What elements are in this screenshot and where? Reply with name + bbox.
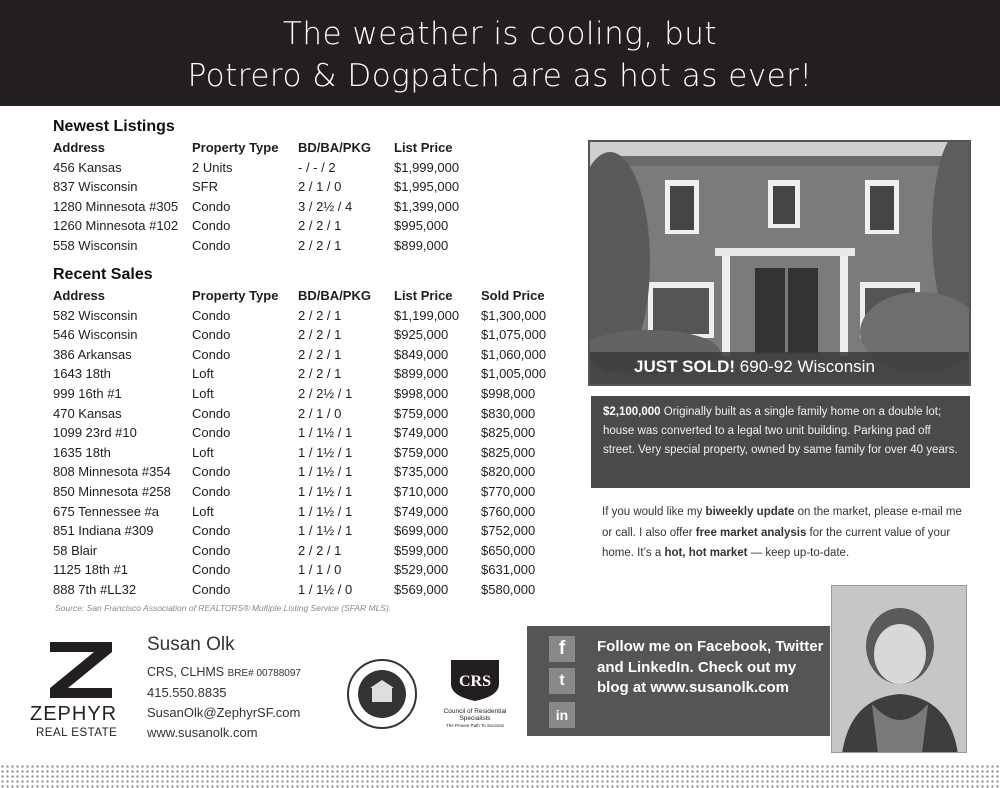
table-cell: $825,000 <box>481 425 536 441</box>
column-header: Sold Price <box>481 288 545 303</box>
table-cell: $529,000 <box>394 562 449 578</box>
crs-badge <box>437 658 513 738</box>
table-cell: Condo <box>192 562 231 578</box>
table-cell: 2 Units <box>192 159 233 175</box>
table-cell: $1,199,000 <box>394 307 460 323</box>
note-bold-3: hot, hot market <box>664 547 748 559</box>
table-row <box>53 582 573 602</box>
table-row <box>53 160 573 180</box>
table-row <box>53 562 573 582</box>
table-cell: 1 / 1½ / 1 <box>298 464 353 480</box>
luxury-specialist-seal <box>346 658 418 730</box>
headline-banner <box>0 0 1000 106</box>
table-cell: Loft <box>192 503 214 519</box>
table-cell: Condo <box>192 484 231 499</box>
house-illustration <box>590 142 971 386</box>
table-cell: $998,000 <box>394 386 449 401</box>
table-row <box>53 425 573 445</box>
newest-header-row <box>53 140 573 160</box>
table-cell: 1643 18th <box>53 366 111 382</box>
table-cell: $820,000 <box>481 464 536 480</box>
table-cell: 546 Wisconsin <box>53 327 138 343</box>
table-cell: 999 16th #1 <box>53 386 122 401</box>
social-text: Follow me on Facebook, Twitter and LinkedIn. Check out my blog at www.susanolk.com <box>597 638 824 696</box>
newest-listings-title: Newest Listings <box>53 118 175 135</box>
table-cell: Condo <box>192 425 231 441</box>
agent-credentials <box>147 665 301 679</box>
table-cell: $710,000 <box>394 484 449 499</box>
table-cell: $759,000 <box>394 444 449 460</box>
agent-name: Susan Olk <box>147 634 235 655</box>
column-header: List Price <box>394 140 453 155</box>
table-cell: $650,000 <box>481 542 536 558</box>
social-panel <box>527 626 830 736</box>
column-header: Address <box>53 288 106 303</box>
agent-portrait <box>832 586 967 753</box>
table-cell: Condo <box>192 198 231 214</box>
credentials-text: CRS, CLHMS <box>147 665 228 679</box>
table-cell: $1,060,000 <box>481 346 547 362</box>
table-row <box>53 445 573 465</box>
table-cell: Condo <box>192 582 231 597</box>
table-cell: 1 / 1½ / 1 <box>298 425 353 441</box>
table-cell: $899,000 <box>394 238 449 253</box>
table-row <box>53 484 573 504</box>
table-cell: $998,000 <box>481 386 536 401</box>
table-cell: Condo <box>192 307 231 323</box>
table-cell: 1 / 1½ / 1 <box>298 523 353 539</box>
table-cell: 2 / 2½ / 1 <box>298 386 353 401</box>
table-cell: Loft <box>192 444 214 460</box>
table-cell: $1,075,000 <box>481 327 547 343</box>
table-cell: Loft <box>192 386 214 401</box>
brand-name: ZEPHYR <box>30 703 118 725</box>
table-cell: 386 Arkansas <box>53 346 132 362</box>
linkedin-icon[interactable]: in <box>549 702 575 728</box>
table-row <box>53 199 573 219</box>
table-cell: Condo <box>192 238 231 253</box>
table-cell: 2 / 2 / 1 <box>298 346 342 362</box>
table-cell: $995,000 <box>394 218 449 234</box>
table-row <box>53 218 573 238</box>
market-update-note <box>602 502 972 564</box>
note-text-3: for the current value of your home. It’s a <box>602 526 951 559</box>
table-cell: $849,000 <box>394 346 449 362</box>
table-cell: $830,000 <box>481 405 536 421</box>
table-cell: 2 / 2 / 1 <box>298 238 342 253</box>
just-sold-label: JUST SOLD! <box>634 357 736 376</box>
table-row <box>53 327 573 347</box>
just-sold-address: 690-92 Wisconsin <box>735 357 875 376</box>
table-cell: $1,300,000 <box>481 307 547 323</box>
agent-email[interactable]: SusanOlk@ZephyrSF.com <box>147 705 301 720</box>
table-cell: 3 / 2½ / 4 <box>298 198 353 214</box>
table-cell: $699,000 <box>394 523 449 539</box>
table-row <box>53 366 573 386</box>
table-cell: Condo <box>192 327 231 343</box>
table-cell: 2 / 2 / 1 <box>298 307 342 323</box>
table-cell: Loft <box>192 366 214 382</box>
headline-line-1: The weather is cooling, but <box>282 16 718 52</box>
column-header: Property Type <box>192 288 279 303</box>
crs-org: Council of Residential Specialists <box>443 708 507 722</box>
sales-header-row <box>53 288 573 308</box>
table-cell: 1260 Minnesota #102 <box>53 218 179 234</box>
table-cell: $1,399,000 <box>394 198 460 214</box>
table-cell: 1125 18th #1 <box>53 562 128 578</box>
table-row <box>53 464 573 484</box>
table-cell: 1 / 1½ / 1 <box>298 484 353 499</box>
table-row <box>53 543 573 563</box>
headline-line-2: Potrero & Dogpatch are as hot as ever! <box>187 58 813 94</box>
z-logo-icon <box>46 640 116 700</box>
table-cell: 1 / 1½ / 0 <box>298 582 353 597</box>
table-row <box>53 406 573 426</box>
table-cell: 851 Indiana #309 <box>53 523 154 539</box>
table-cell: 808 Minnesota #354 <box>53 464 171 480</box>
table-cell: 2 / 2 / 1 <box>298 366 342 382</box>
brand-subtitle: REAL ESTATE <box>36 727 118 739</box>
zephyr-logo <box>28 640 128 705</box>
column-header: BD/BA/PKG <box>298 288 371 303</box>
table-cell: $770,000 <box>481 484 536 499</box>
table-cell: 1635 18th <box>53 444 111 460</box>
table-cell: Condo <box>192 523 231 539</box>
table-row <box>53 504 573 524</box>
note-text-1: If you would like my <box>602 506 706 518</box>
table-cell: 470 Kansas <box>53 405 122 421</box>
column-header: BD/BA/PKG <box>298 140 371 155</box>
table-cell: $899,000 <box>394 366 449 382</box>
dotted-footer <box>0 764 1000 788</box>
facebook-icon[interactable]: f <box>549 636 575 662</box>
description-text: Originally built as a single family home on a double lot; house was converted to a legal two unit building. Parking pad off street. Very special property, owned by same family for over 40 years. <box>603 406 958 456</box>
note-text-2: on the market, please e-mail me or call. I also offer <box>602 506 962 539</box>
table-row <box>53 347 573 367</box>
table-cell: $760,000 <box>481 503 536 519</box>
agent-website[interactable]: www.susanolk.com <box>147 725 258 740</box>
table-cell: $631,000 <box>481 562 536 578</box>
table-cell: $1,005,000 <box>481 366 547 382</box>
table-cell: 888 7th #LL32 <box>53 582 137 597</box>
table-cell: 2 / 2 / 1 <box>298 542 342 558</box>
table-cell: 2 / 1 / 0 <box>298 179 342 195</box>
table-cell: 1 / 1½ / 1 <box>298 444 353 460</box>
table-cell: $749,000 <box>394 503 449 519</box>
table-row <box>53 386 573 406</box>
note-text-4: — keep up-to-date. <box>747 547 850 559</box>
table-row <box>53 523 573 543</box>
table-cell: Condo <box>192 346 231 362</box>
table-cell: 837 Wisconsin <box>53 179 138 195</box>
table-cell: 850 Minnesota #258 <box>53 484 171 499</box>
table-cell: $825,000 <box>481 444 536 460</box>
table-cell: $749,000 <box>394 425 449 441</box>
column-header: Property Type <box>192 140 279 155</box>
table-cell: 2 / 2 / 1 <box>298 218 342 234</box>
table-cell: $1,995,000 <box>394 179 460 195</box>
table-cell: 2 / 1 / 0 <box>298 405 342 421</box>
twitter-icon[interactable]: t <box>549 668 575 694</box>
table-row <box>53 238 573 258</box>
table-cell: 675 Tennessee #a <box>53 503 160 519</box>
table-cell: 456 Kansas <box>53 159 122 175</box>
crs-mark: CRS <box>458 673 492 690</box>
crs-tagline: The Proven Path To Success <box>446 723 504 728</box>
table-cell: $925,000 <box>394 327 449 343</box>
table-cell: 1 / 1 / 0 <box>298 562 342 578</box>
just-sold-banner <box>590 352 969 384</box>
table-cell: 1280 Minnesota #305 <box>53 198 179 214</box>
table-cell: Condo <box>192 464 231 480</box>
column-header: Address <box>53 140 106 155</box>
table-cell: Condo <box>192 542 231 558</box>
column-header: List Price <box>394 288 453 303</box>
table-cell: $1,999,000 <box>394 159 460 175</box>
bre-number: BRE# 00788097 <box>227 668 301 679</box>
table-cell: - / - / 2 <box>298 159 336 175</box>
table-cell: $759,000 <box>394 405 449 421</box>
note-bold-1: biweekly update <box>705 506 795 518</box>
source-note: Source: San Francisco Association of REALTORS® Multiple Listing Service (SFAR MLS). <box>55 603 392 613</box>
table-cell: 558 Wisconsin <box>53 238 138 253</box>
table-cell: $599,000 <box>394 542 449 558</box>
agent-phone[interactable]: 415.550.8835 <box>147 685 227 700</box>
agent-photo <box>831 585 967 753</box>
table-cell: 1099 23rd #10 <box>53 425 137 441</box>
table-cell: 2 / 2 / 1 <box>298 327 342 343</box>
table-cell: Condo <box>192 405 231 421</box>
table-cell: SFR <box>192 179 218 195</box>
table-cell: $569,000 <box>394 582 449 597</box>
property-description <box>591 396 970 488</box>
recent-sales-title: Recent Sales <box>53 266 153 283</box>
table-cell: $752,000 <box>481 523 536 539</box>
table-cell: 582 Wisconsin <box>53 307 138 323</box>
table-cell: 58 Blair <box>53 542 98 558</box>
just-sold-photo <box>588 140 971 386</box>
table-row <box>53 179 573 199</box>
table-cell: $580,000 <box>481 582 536 597</box>
table-cell: Condo <box>192 218 231 234</box>
table-row <box>53 308 573 328</box>
table-cell: $735,000 <box>394 464 449 480</box>
table-cell: 1 / 1½ / 1 <box>298 503 353 519</box>
crs-shield-icon <box>437 658 513 702</box>
sold-price: $2,100,000 <box>603 406 661 418</box>
note-bold-2: free market analysis <box>695 526 807 539</box>
